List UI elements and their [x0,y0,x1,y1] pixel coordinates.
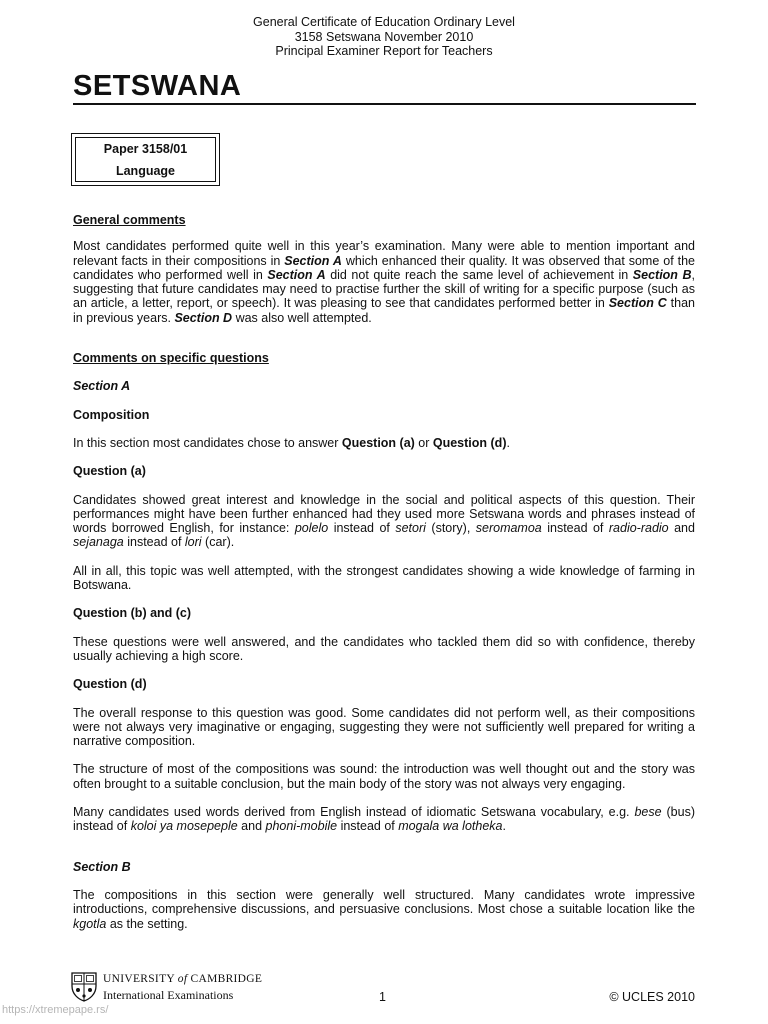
general-comments-text: Most candidates performed quite well in this year’s examination. Many were able to mention important and relevant facts in their compositions in Section A which enhanced their quality. It was observed that some of the candidates who performed well in Section A did not quite reach the same level of achievement in Section B, suggesting that future candidates may need to practise further the skill of writing for a specific purpose (such as an article, a letter, report, or speech). It was pleasing to see that candidates performed better in Section C than in previous years. Section D was also well attempted. [73,239,696,325]
copyright: © UCLES 2010 [609,990,695,1004]
section-a-heading: Section A [73,379,131,394]
logo-university-line: UNIVERSITY of CAMBRIDGE [103,973,263,985]
question-a-text-2: All in all, this topic was well attempted, with the strongest candidates showing a wide knowledge of farming in Botswana. [73,563,695,593]
watermark-url: https://xtremepape.rs/ [2,1004,109,1016]
question-d-text-3: Many candidates used words derived from English instead of idiomatic Setswana vocabulary, e.g. bese (bus) instead of koloi ya mosepeple and phoni-mobile instead of mogala wa lotheka. [73,805,695,834]
crest-icon [71,972,97,1002]
general-comments-heading: General comments [73,213,186,227]
header-line-1: General Certificate of Education Ordinary Level [253,15,515,29]
page-title: SETSWANA [73,70,242,102]
header-line-3: Principal Examiner Report for Teachers [275,44,493,58]
section-b-heading: Section B [73,859,131,874]
section-b-text: The compositions in this section were generally well structured. Many candidates wrote impressive introductions, comprehensive discussions, and persuasive conclusions. Most chose a suitable location like the kgotla as the setting. [73,887,695,931]
composition-heading: Composition [73,407,150,422]
question-bc-text: These questions were well answered, and the candidates who tackled them did so with confidence, thereby usually achieving a high score. [73,634,695,663]
cambridge-logo [71,970,271,1002]
page-number: 1 [379,990,386,1004]
question-d-text-1: The overall response to this question was good. Some candidates did not perform well, as their compositions were not always very imaginative or engaging, suggesting they were not sufficiently well prepared for writing a narrative composition. [73,705,695,749]
question-a-text-1: Candidates showed great interest and knowledge in the social and political aspects of this question. Their performances might have been further enhanced had they used more Setswana words and phrases instead of words borrowed English, for instance: polelo instead of setori (story), seromamoa instead of radio-radio and sejanaga instead of lori (car). [73,492,695,550]
paper-subject: Language [115,163,176,178]
logo-examinations-line: International Examinations [103,988,234,1002]
question-bc-heading: Question (b) and (c) [73,606,192,621]
question-a-heading: Question (a) [73,464,146,479]
question-d-heading: Question (d) [73,677,147,692]
question-d-text-2: The structure of most of the compositions was sound: the introduction was well thought out and the story was often brought to a suitable conclusion, but the main body of the story was not always very engaging. [73,762,695,791]
paper-box-inner [75,137,216,182]
report-header [0,15,768,59]
report-body [73,213,695,931]
paper-box [71,133,220,186]
paper-number: Paper 3158/01 [103,141,188,156]
title-rule [73,103,696,105]
header-line-2: 3158 Setswana November 2010 [294,29,474,44]
specific-comments-heading: Comments on specific questions [73,351,269,366]
composition-text: In this section most candidates chose to answer Question (a) or Question (d). [73,435,510,450]
